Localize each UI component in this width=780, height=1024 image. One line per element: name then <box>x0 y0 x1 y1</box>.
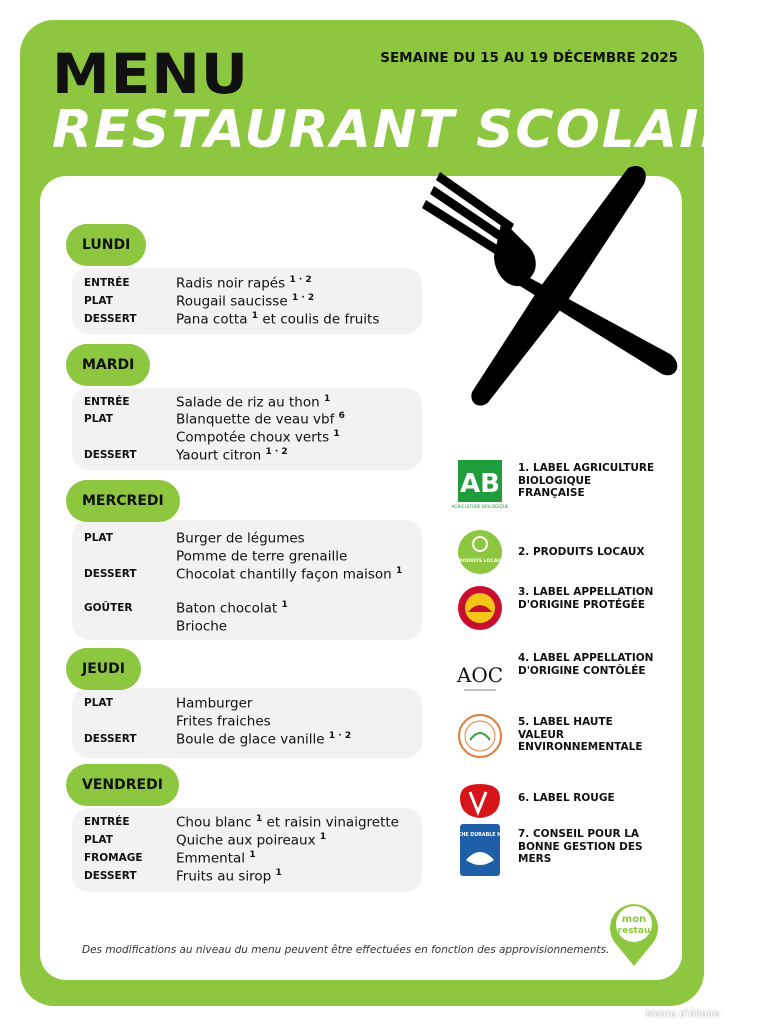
mon-restau-logo <box>606 894 662 968</box>
label-produits-locaux: PRODUITS LOCAUX 2. PRODUITS LOCAUX <box>450 528 680 588</box>
msc-icon <box>451 824 509 878</box>
svg-text:PRODUITS LOCAUX: PRODUITS LOCAUX <box>455 559 505 564</box>
menu-row: PLAT Rougail saucisse $^{1 \cdot 2}$ <box>84 293 315 310</box>
menu-row: DESSERT Boule de glace vanille $^{1 \cdot 2}$ <box>84 731 352 748</box>
menu-row: Brioche <box>176 618 228 635</box>
label-aop: 3. LABEL APPELLATION D'ORIGINE PROTÉGÉE <box>450 584 680 644</box>
day-pill: MARDI <box>66 344 150 386</box>
day-box <box>72 520 422 640</box>
svg-text:AGRICULTURE BIOLOGIQUE: AGRICULTURE BIOLOGIQUE <box>451 504 509 509</box>
title-menu: MENU <box>52 41 249 107</box>
day-box <box>72 808 422 892</box>
aoc-icon <box>456 650 504 704</box>
credit-text: Mairie d'Allaire <box>645 1009 720 1020</box>
label-rouge: 6. LABEL ROUGE <box>450 778 680 838</box>
menu-row: DESSERT Yaourt citron $^{1 \cdot 2}$ <box>84 447 288 464</box>
svg-text:PÊCHE DURABLE MSC: PÊCHE DURABLE MSC <box>451 833 509 838</box>
menu-row: FROMAGE Emmental $^1$ <box>84 850 256 867</box>
label-ab: AB AGRICULTURE BIOLOGIQUE 1. LABEL AGRICULTURE BIOLOGIQUE FRANÇAISE <box>450 460 680 520</box>
svg-text:AOC: AOC <box>456 663 504 687</box>
aop-icon <box>456 584 504 638</box>
ab-bio-icon <box>451 460 509 514</box>
hve-icon <box>456 712 504 766</box>
menu-panel <box>40 176 682 980</box>
menu-row: PLAT Hamburger <box>84 695 253 712</box>
day-box <box>72 388 422 470</box>
menu-row: ENTRÉE Radis noir rapés $^{1 \cdot 2}$ <box>84 275 312 292</box>
svg-text:mon: mon <box>621 914 647 925</box>
day-pill: JEUDI <box>66 648 141 690</box>
produits-locaux-icon <box>456 528 504 582</box>
week-dates: SEMAINE DU 15 AU 19 DÉCEMBRE 2025 <box>380 50 678 66</box>
fork-knife-icon <box>418 160 688 410</box>
label-hve: 5. LABEL HAUTE VALEUR ENVIRONNEMENTALE <box>450 712 680 772</box>
svg-text:restau: restau <box>617 926 651 936</box>
menu-row: PLAT Blanquette de veau vbf $^6$ <box>84 411 345 428</box>
day-pill: LUNDI <box>66 224 146 266</box>
menu-row: ENTRÉE Chou blanc $^1$ et raisin vinaigrette <box>84 814 399 831</box>
menu-row: DESSERT Fruits au sirop $^1$ <box>84 868 282 885</box>
menu-row: PLAT Burger de légumes <box>84 530 305 547</box>
svg-text:AB: AB <box>460 469 500 499</box>
menu-row: Frites fraiches <box>176 713 271 730</box>
menu-row: DESSERT Chocolat chantilly façon maison $^1$ <box>84 566 403 583</box>
day-pill: MERCREDI <box>66 480 180 522</box>
disclaimer-note: Des modifications au niveau du menu peuvent être effectuées en fonction des approvisionnements. <box>82 944 610 956</box>
menu-row: Compotée choux verts $^1$ <box>176 429 340 446</box>
menu-row: PLAT Quiche aux poireaux $^1$ <box>84 832 327 849</box>
menu-row: Pomme de terre grenaille <box>176 548 348 565</box>
menu-row: ENTRÉE Salade de riz au thon $^1$ <box>84 394 331 411</box>
title-restaurant: RESTAURANT SCOLAIRE <box>52 100 780 160</box>
label-aoc: AOC 4. LABEL APPELLATION D'ORIGINE CONTÔLÉE <box>450 650 680 710</box>
day-box <box>72 268 422 334</box>
menu-row: DESSERT Pana cotta $^1$ et coulis de fruits <box>84 311 380 328</box>
day-box <box>72 688 422 758</box>
menu-row: GOÛTER Baton chocolat $^1$ <box>84 600 288 617</box>
day-pill: VENDREDI <box>66 764 179 806</box>
label-msc: PÊCHE DURABLE MSC 7. CONSEIL POUR LA BONNE GESTION DES MERS <box>450 824 680 884</box>
